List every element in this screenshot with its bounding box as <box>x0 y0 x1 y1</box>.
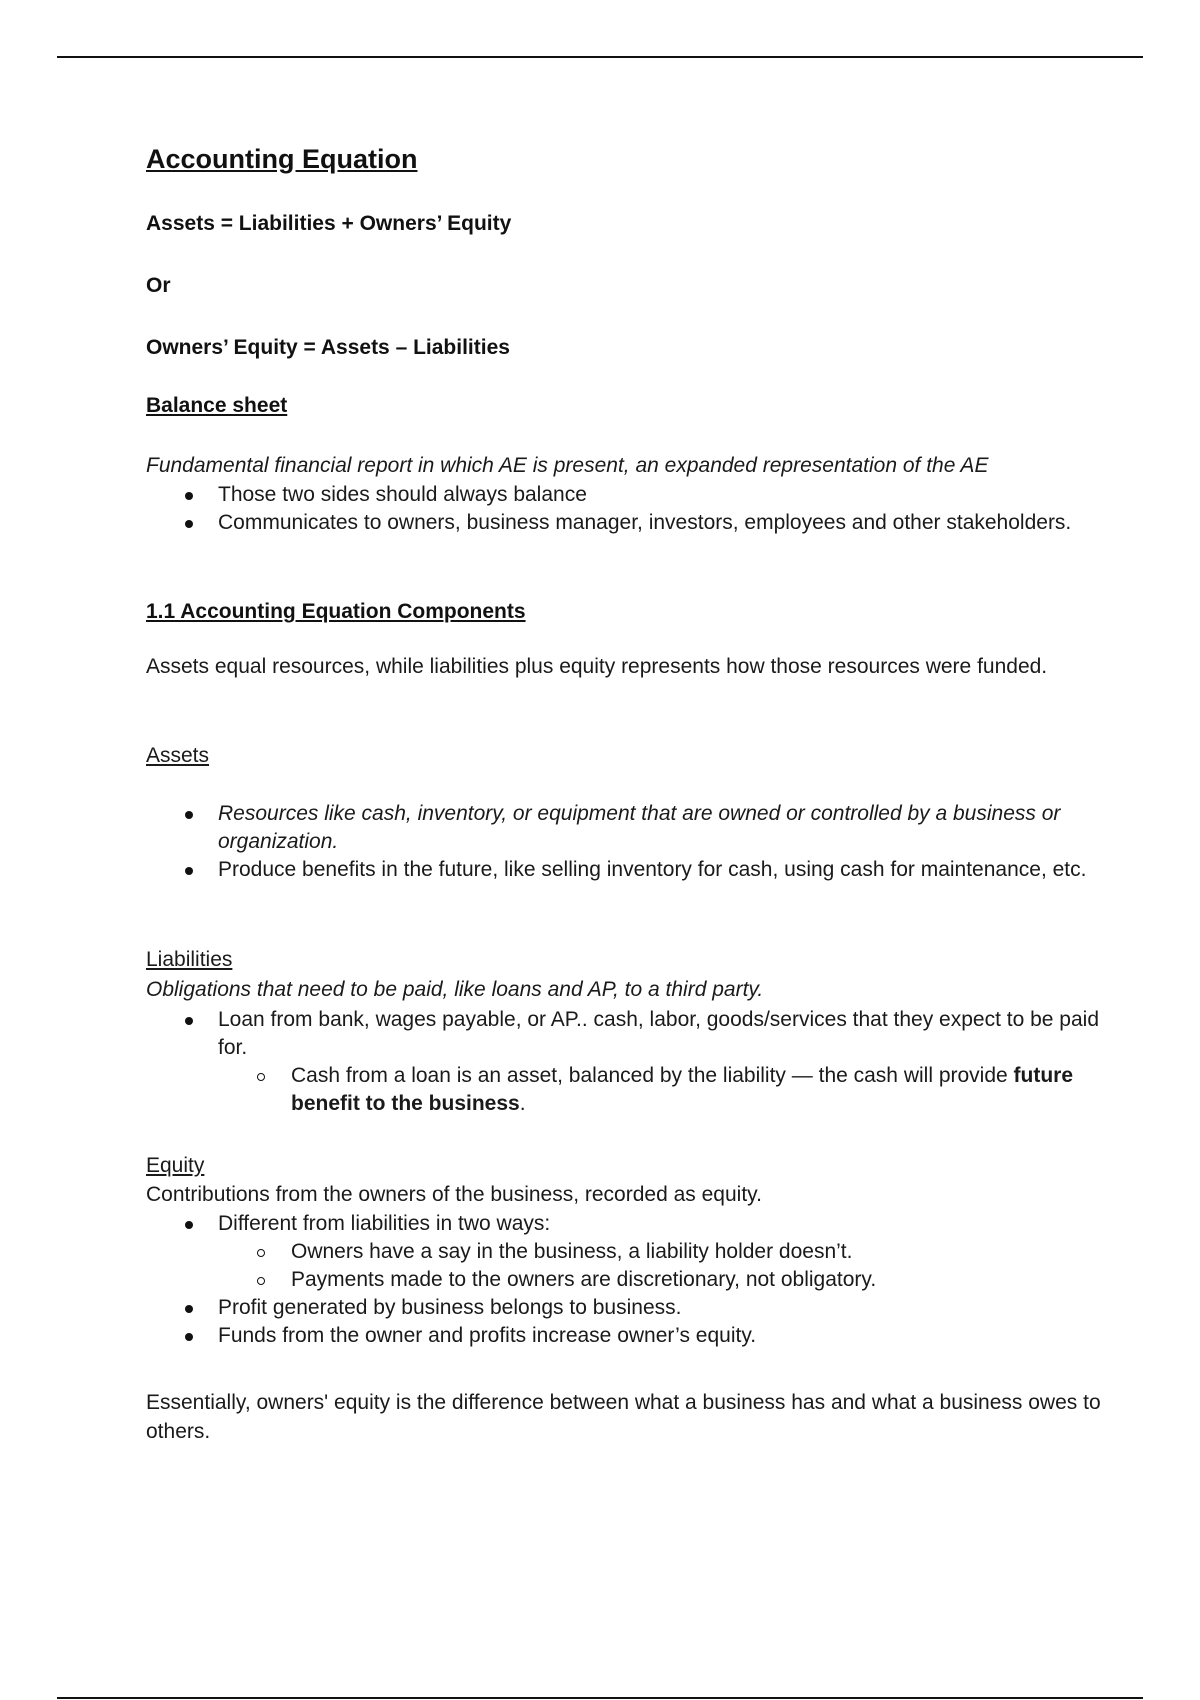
balance-sheet-heading: Balance sheet <box>146 394 288 417</box>
equation-or: Or <box>146 274 171 297</box>
liabilities-list <box>146 1006 1106 1118</box>
assets-list <box>146 800 1106 884</box>
sub-bullet-text: Cash from a loan is an asset, balanced by the liability — the cash will provide <box>291 1064 1014 1087</box>
list-item: Funds from the owner and profits increase owner’s equity. <box>146 1322 1106 1350</box>
sub-list-item <box>146 1062 1106 1118</box>
equation-equity: Owners’ Equity = Assets – Liabilities <box>146 336 510 359</box>
page-title: Accounting Equation <box>146 144 418 174</box>
list-item: Profit generated by business belongs to business. <box>146 1294 1106 1322</box>
top-rule <box>57 56 1143 58</box>
sub-list-item: Owners have a say in the business, a liability holder doesn’t. <box>146 1238 1106 1266</box>
equity-list <box>146 1210 1106 1350</box>
list-item: Loan from bank, wages payable, or AP.. cash, labor, goods/services that they expect to be paid for. <box>146 1006 1106 1062</box>
list-item: Those two sides should always balance <box>146 481 1106 509</box>
balance-sheet-definition: Fundamental financial report in which AE is present, an expanded representation of the AE <box>146 454 989 477</box>
equation-assets: Assets = Liabilities + Owners’ Equity <box>146 212 512 235</box>
sub-bullet-end: . <box>519 1092 526 1115</box>
balance-sheet-list <box>146 481 1106 537</box>
liabilities-heading: Liabilities <box>146 948 233 971</box>
sub-bullet-bold: future benefit to the business <box>291 1064 1074 1115</box>
equity-definition: Contributions from the owners of the business, recorded as equity. <box>146 1183 762 1206</box>
conclusion-paragraph: Essentially, owners' equity is the difference between what a business has and what a business owes to others. <box>146 1391 1101 1443</box>
list-item: Communicates to owners, business manager, investors, employees and other stakeholders. <box>146 509 1106 537</box>
list-item: Resources like cash, inventory, or equipment that are owned or controlled by a business or organization. <box>146 800 1106 856</box>
equity-heading: Equity <box>146 1154 205 1177</box>
list-item: Different from liabilities in two ways: <box>146 1210 1106 1238</box>
assets-heading: Assets <box>146 744 210 767</box>
components-heading: 1.1 Accounting Equation Components <box>146 600 526 623</box>
bottom-rule <box>57 1697 1143 1699</box>
components-intro: Assets equal resources, while liabilities plus equity represents how those resources were funded. <box>146 655 1048 678</box>
sub-list-item: Payments made to the owners are discretionary, not obligatory. <box>146 1266 1106 1294</box>
liabilities-definition: Obligations that need to be paid, like loans and AP, to a third party. <box>146 978 764 1001</box>
list-item: Produce benefits in the future, like selling inventory for cash, using cash for maintenance, etc. <box>146 856 1106 884</box>
